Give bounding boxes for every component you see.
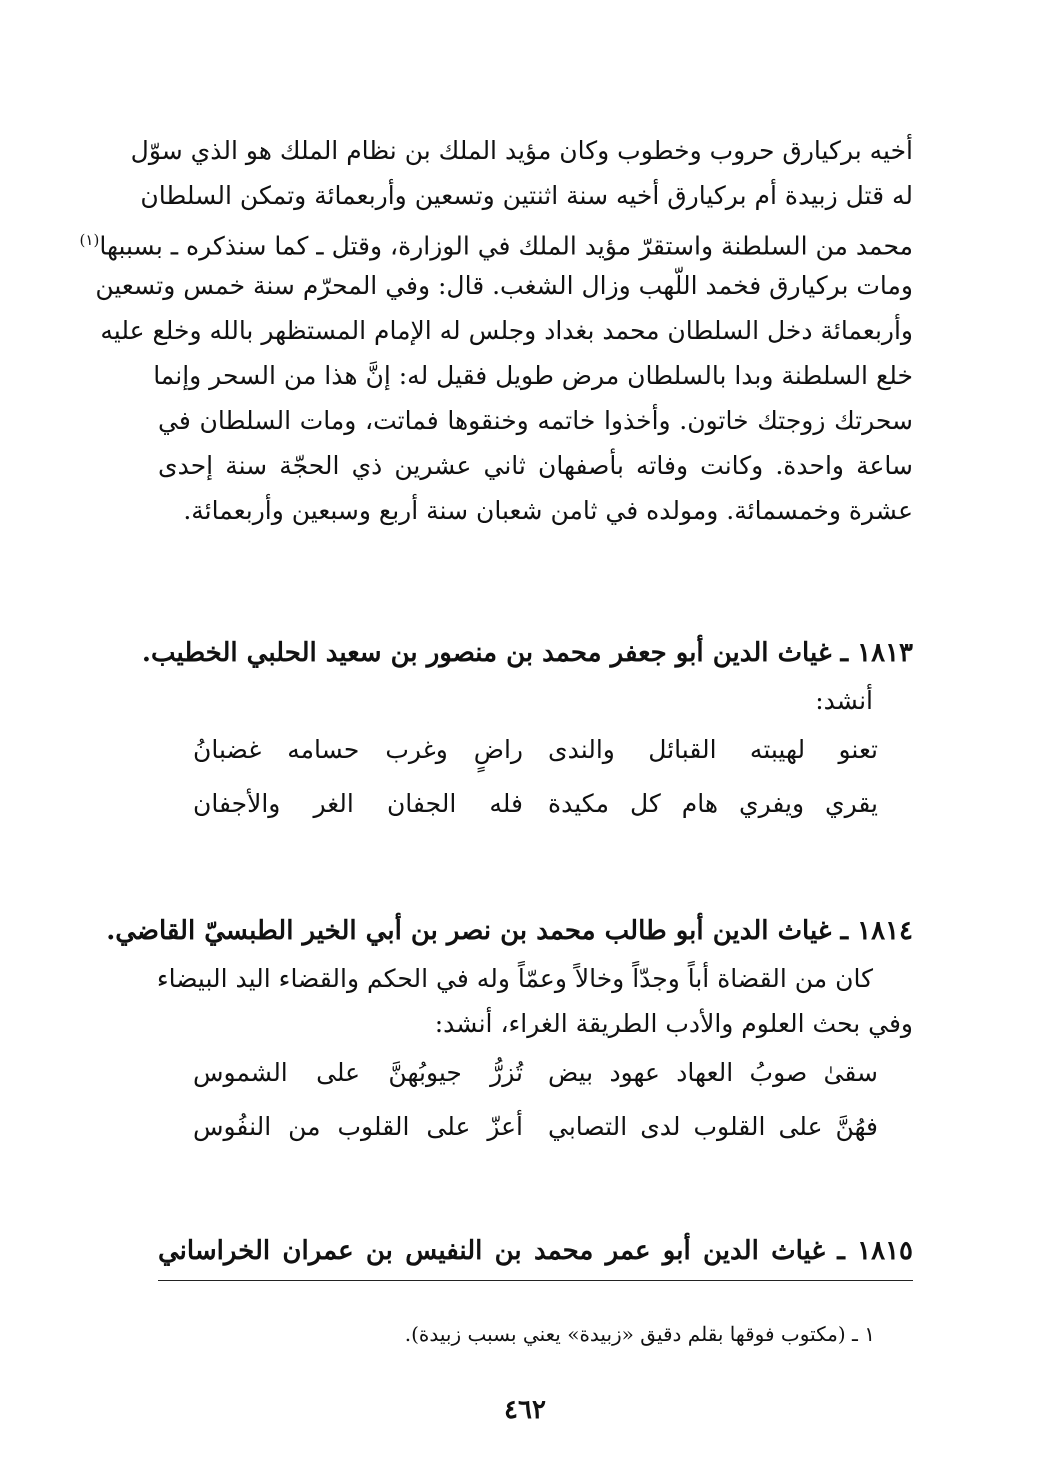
entry-1813 [141,628,913,831]
main-paragraph [79,128,913,533]
body-line: أخيه بركيارق حروب وخطوب وكان مؤيد الملك بن نظام الملك هو الذي سوّل [130,136,913,165]
verse-second-hemistich: فله الجفان الغر والأجفان [193,789,523,818]
verse-first-hemistich: تعنو لهيبته القبائل والندى [548,735,878,764]
body-line: ساعة واحدة. وكانت وفاته بأصفهان ثاني عشرين ذي الحجّة سنة إحدى [158,451,913,480]
verse-line [158,1100,913,1154]
body-line-text: محمد من السلطنة واستقرّ مؤيد الملك في الوزارة، وقتل ـ كما سنذكره ـ بسببها [99,231,913,261]
verse-first-hemistich: سقىٰ صوبُ العهاد عهود بيض [548,1058,878,1087]
verse-second-hemistich: تُزرُّ جيوبُهنَّ على الشموس [193,1058,523,1087]
body-line: وأربعمائة دخل السلطان محمد بغداد وجلس له الإمام المستظهر بالله وخلع عليه [100,316,913,345]
body-line: له قتل زبيدة أم بركيارق أخيه سنة اثنتين وتسعين وأربعمائة وتمكن السلطان [140,181,913,210]
entry-text-line: وفي بحث العلوم والأدب الطريقة الغراء، أنشد: [434,1009,913,1038]
verse-line [158,723,913,777]
body-line: سحرتك زوجتك خاتون. وأخذوا خاتمه وخنقوها فماتت، ومات السلطان في [158,406,913,435]
entry-heading: ١٨١٥ ـ غياث الدين أبو عمر محمد بن النفيس بن عمران الخراساني [158,1236,913,1266]
body-line: ومات بركيارق فخمد اللّهب وزال الشغب. قال: وفي المحرّم سنة خمس وتسعين [95,271,913,300]
entry-1814 [106,906,913,1154]
entry-heading: ١٨١٣ ـ غياث الدين أبو جعفر محمد بن منصور بن سعيد الحلبي الخطيب. [141,638,913,668]
body-line: عشرة وخمسمائة. ومولده في ثامن شعبان سنة أربع وسبعين وأربعمائة. [183,496,913,525]
body-line [79,218,913,263]
verse-line [158,777,913,831]
page-number: ٤٦٢ [504,1395,546,1425]
entry-1815 [158,1226,913,1276]
entry-intro: أنشد: [815,686,873,715]
verse-first-hemistich: يقري ويفري هام كل مكيدة [548,789,878,818]
entry-heading: ١٨١٤ ـ غياث الدين أبو طالب محمد بن نصر بن أبي الخير الطبسيّ القاضي. [106,916,913,946]
footnote-divider [158,1280,913,1281]
verse-second-hemistich: أعزّ على القلوب من النفُوس [193,1112,523,1141]
body-line: خلع السلطنة وبدا بالسلطان مرض طويل فقيل له: إنَّ هذا من السحر وإنما [153,361,913,390]
verse-second-hemistich: راضٍ وغرب حسامه غضبانُ [193,735,523,764]
verse-line [158,1046,913,1100]
footnote-reference: (١) [79,231,100,249]
entry-text-line: كان من القضاة أباً وجدّاً وخالاً وعمّاً وله في الحكم والقضاء اليد البيضاء [156,964,873,993]
verse-first-hemistich: فهُنَّ على القلوب لدى التصابي [548,1112,878,1141]
footnote: ١ ـ (مكتوب فوقها بقلم دقيق «زبيدة» يعني بسبب زبيدة). [404,1322,875,1346]
